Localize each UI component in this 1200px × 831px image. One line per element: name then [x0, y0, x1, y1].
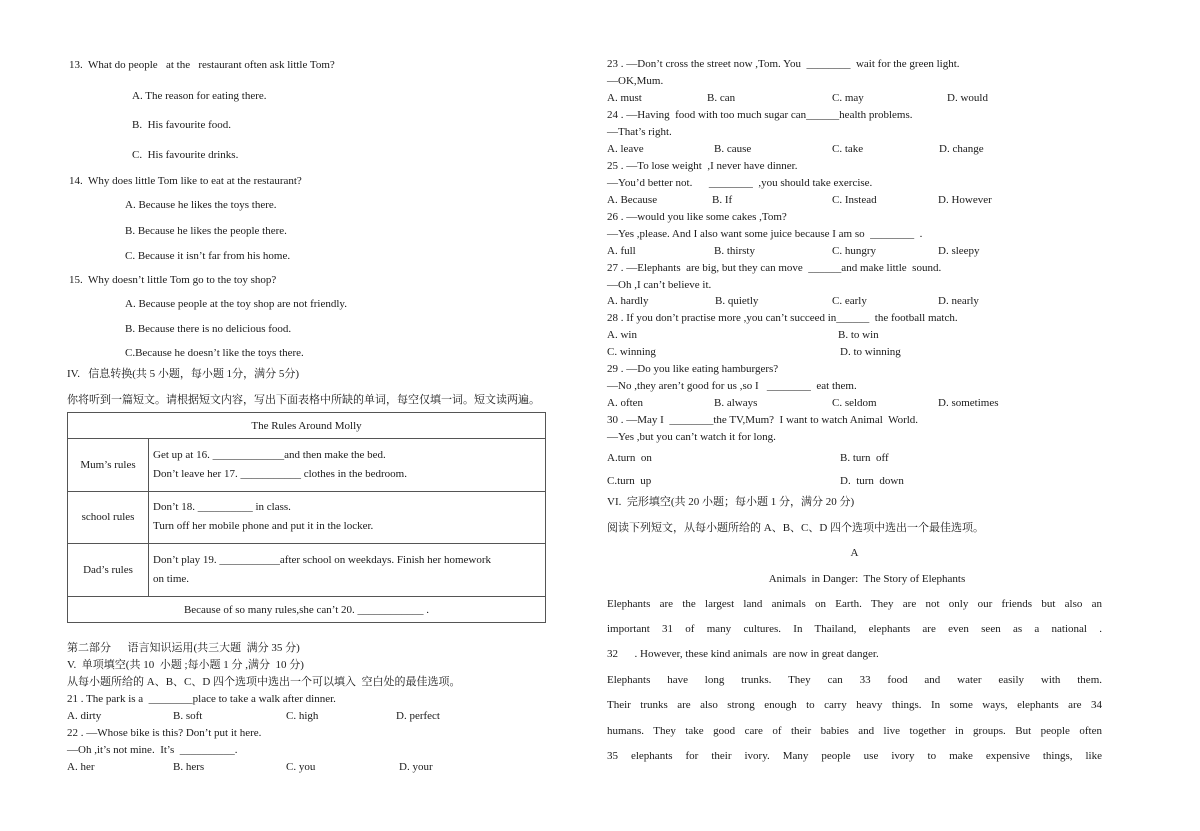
- section-5-title: V. 单项填空(共 10 小题 ;每小题 1 分 ,满分 10 分): [67, 659, 304, 671]
- question-26: 26 . —would you like some cakes ,Tom?: [607, 211, 787, 223]
- rule-line: Don’t leave her 17. ___________ clothes in the bedroom.: [153, 467, 407, 480]
- table-row: [68, 491, 546, 544]
- option-21-c: C. high: [286, 710, 319, 722]
- question-24: 24 . —Having food with too much sugar can______health problems.: [607, 109, 913, 121]
- rule-line: Turn off her mobile phone and put it in the locker.: [153, 520, 374, 533]
- option-27-d: D. nearly: [938, 295, 979, 307]
- section-6-instruction: 阅读下列短文，从每小题所给的 A、B、C、D 四个选项中选出一个最佳选项。: [607, 522, 985, 534]
- question-23: 23 . —Don’t cross the street now ,Tom. You ________ wait for the green light.: [607, 58, 960, 70]
- option-30-b: B. turn off: [840, 452, 889, 464]
- question-13: 13. What do people at the restaurant often ask little Tom?: [69, 59, 335, 71]
- passage-line: Elephants are the largest land animals on Earth. They are not only our friends but also an: [607, 598, 1102, 610]
- part-2-title: 第二部分 语言知识运用(共三大题 满分 35 分): [67, 642, 300, 654]
- passage-line: humans. They take good care of their babies and live together in groups. But people often: [607, 725, 1102, 737]
- row-label-school: school rules: [68, 491, 149, 544]
- passage-title: Animals in Danger: The Story of Elephants: [768, 573, 966, 585]
- passage-line: Elephants have long trunks. They can 33 food and water easily with them.: [607, 674, 1102, 686]
- section-4-title: IV. 信息转换(共 5 小题，每小题 1分，满分 5分): [67, 368, 300, 380]
- rule-line: Don’t 18. __________ in class.: [153, 501, 291, 514]
- option-28-b: B. to win: [838, 329, 879, 341]
- option-26-d: D. sleepy: [938, 245, 980, 257]
- option-26-b: B. thirsty: [714, 245, 755, 257]
- option-26-c: C. hungry: [832, 245, 876, 257]
- option-13-b: B. His favourite food.: [132, 119, 231, 131]
- section-4-instruction: 你将听到一篇短文。请根据短文内容，写出下面表格中所缺的单词，每空仅填一词。短文读两遍。: [67, 394, 540, 406]
- section-5-instruction: 从每小题所给的 A、B、C、D 四个选项中选出一个可以填入 空白处的最佳选项。: [67, 676, 461, 688]
- passage-letter: A: [850, 547, 859, 559]
- table-footer: Because of so many rules,she can’t 20. ____________ .: [68, 597, 546, 623]
- option-24-b: B. cause: [714, 143, 752, 155]
- option-14-c: C. Because it isn’t far from his home.: [125, 250, 291, 262]
- option-30-c: C.turn up: [607, 475, 652, 487]
- option-15-b: B. Because there is no delicious food.: [125, 323, 292, 335]
- option-29-a: A. often: [607, 397, 644, 409]
- table-row: [68, 544, 546, 597]
- question-22: 22 . —Whose bike is this? Don’t put it here.: [67, 727, 262, 739]
- option-21-d: D. perfect: [396, 710, 440, 722]
- question-25-line-2: —You’d better not. ________ ,you should take exercise.: [607, 177, 873, 189]
- option-29-c: C. seldom: [832, 397, 877, 409]
- question-27: 27 . —Elephants are big, but they can move ______and make little sound.: [607, 262, 942, 274]
- rules-table: [67, 412, 546, 623]
- option-15-a: A. Because people at the toy shop are not friendly.: [125, 298, 347, 310]
- table-row: [68, 439, 546, 492]
- question-26-line-2: —Yes ,please. And I also want some juice because I am so ________ .: [607, 228, 923, 240]
- question-23-line-2: —OK,Mum.: [607, 75, 664, 87]
- row-label-mum: Mum’s rules: [68, 439, 149, 492]
- option-23-c: C. may: [832, 92, 864, 104]
- option-22-a: A. her: [67, 761, 95, 773]
- option-29-b: B. always: [714, 397, 758, 409]
- option-23-d: D. would: [947, 92, 988, 104]
- question-24-line-2: —That’s right.: [607, 126, 672, 138]
- question-21: 21 . The park is a ________place to take a walk after dinner.: [67, 693, 336, 705]
- table-title: The Rules Around Molly: [68, 413, 546, 439]
- option-30-d: D. turn down: [840, 475, 904, 487]
- question-28: 28 . If you don’t practise more ,you can’t succeed in______ the football match.: [607, 312, 958, 324]
- option-23-b: B. can: [707, 92, 736, 104]
- rule-line: Don’t play 19. ___________after school on weekdays. Finish her homework: [153, 554, 491, 567]
- option-25-a: A. Because: [607, 194, 658, 206]
- option-14-a: A. Because he likes the toys there.: [125, 199, 277, 211]
- option-22-d: D. your: [399, 761, 433, 773]
- passage-line: 35 elephants for their ivory. Many people use ivory to make expensive things, like: [607, 750, 1102, 762]
- option-25-d: D. However: [938, 194, 992, 206]
- option-24-a: A. leave: [607, 143, 644, 155]
- rule-line: Get up at 16. _____________and then make the bed.: [153, 448, 386, 461]
- passage-line: 32 . However, these kind animals are now in great danger.: [607, 648, 879, 660]
- question-27-line-2: —Oh ,I can’t believe it.: [607, 279, 712, 291]
- question-29-line-2: —No ,they aren’t good for us ,so I ________ eat them.: [607, 380, 857, 392]
- option-27-b: B. quietly: [715, 295, 759, 307]
- question-30-line-2: —Yes ,but you can’t watch it for long.: [607, 431, 776, 443]
- question-22-line-2: —Oh ,it’s not mine. It’s __________.: [67, 744, 238, 756]
- option-21-a: A. dirty: [67, 710, 102, 722]
- option-26-a: A. full: [607, 245, 636, 257]
- option-28-a: A. win: [607, 329, 637, 341]
- option-29-d: D. sometimes: [938, 397, 999, 409]
- option-27-c: C. early: [832, 295, 867, 307]
- question-30: 30 . —May I ________the TV,Mum? I want to watch Animal World.: [607, 414, 919, 426]
- option-15-c: C.Because he doesn’t like the toys there.: [125, 347, 304, 359]
- question-25: 25 . —To lose weight ,I never have dinner.: [607, 160, 798, 172]
- option-22-c: C. you: [286, 761, 316, 773]
- option-27-a: A. hardly: [607, 295, 649, 307]
- option-28-c: C. winning: [607, 346, 656, 358]
- question-15: 15. Why doesn’t little Tom go to the toy shop?: [69, 274, 277, 286]
- question-29: 29 . —Do you like eating hamburgers?: [607, 363, 779, 375]
- option-14-b: B. Because he likes the people there.: [125, 225, 287, 237]
- option-23-a: A. must: [607, 92, 642, 104]
- option-22-b: B. hers: [173, 761, 205, 773]
- row-label-dad: Dad’s rules: [68, 544, 149, 597]
- passage-line: Their trunks are also strong enough to carry heavy things. In some ways, elephants are 34: [607, 699, 1102, 711]
- option-28-d: D. to winning: [840, 346, 901, 358]
- option-25-c: C. Instead: [832, 194, 877, 206]
- passage-line: important 31 of many cultures. In Thailand, elephants are even seen as a national .: [607, 623, 1102, 635]
- section-6-title: VI. 完形填空(共 20 小题；每小题 1 分，满分 20 分): [607, 496, 855, 508]
- option-24-c: C. take: [832, 143, 864, 155]
- option-25-b: B. If: [712, 194, 733, 206]
- option-13-c: C. His favourite drinks.: [132, 149, 239, 161]
- option-24-d: D. change: [939, 143, 984, 155]
- option-13-a: A. The reason for eating there.: [132, 90, 267, 102]
- option-21-b: B. soft: [173, 710, 203, 722]
- question-14: 14. Why does little Tom like to eat at the restaurant?: [69, 175, 302, 187]
- option-30-a: A.turn on: [607, 452, 652, 464]
- rule-line: on time.: [153, 573, 190, 586]
